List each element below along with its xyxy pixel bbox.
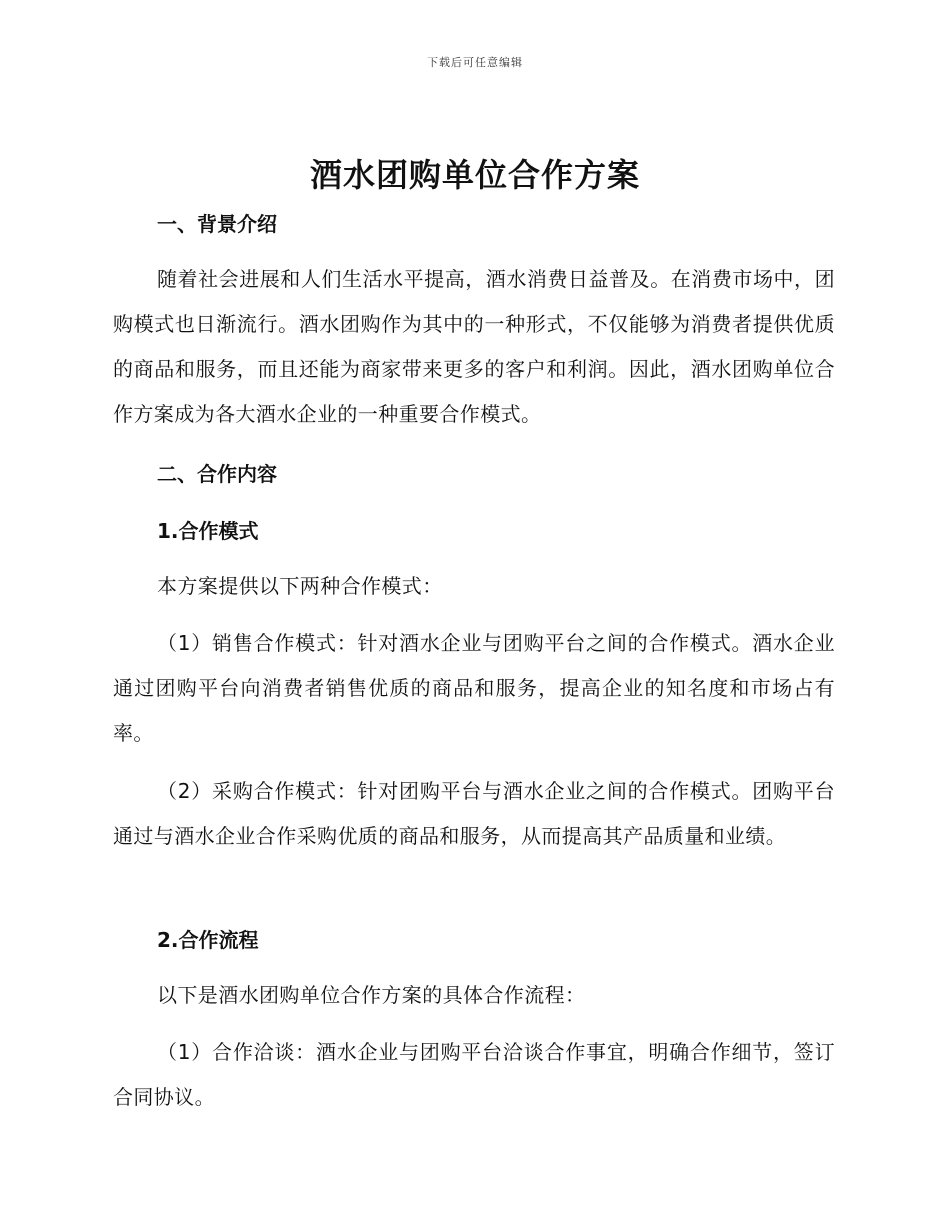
paragraph-background: 随着社会进展和人们生活水平提高，酒水消费日益普及。在消费市场中，团购模式也日渐流行。酒水团购作为其中的一种形式，不仅能够为消费者提供优质的商品和服务，而且还能为商家带来更多的客户和利润。因此，酒水团购单位合作方案成为各大酒水企业的一种重要合作模式。: [113, 267, 835, 426]
paragraph-mode-sales: （1）销售合作模式：针对酒水企业与团购平台之间的合作模式。酒水企业通过团购平台向消费者销售优质的商品和服务，提高企业的知名度和市场占有率。: [113, 631, 835, 745]
paragraph-process-negotiation: （1）合作洽谈：酒水企业与团购平台洽谈合作事宜，明确合作细节，签订合同协议。: [113, 1040, 835, 1109]
header-note: 下载后可任意编辑: [427, 56, 523, 69]
subheading-cooperation-process: 2.合作流程: [157, 928, 259, 952]
document-title: 酒水团购单位合作方案: [309, 156, 640, 194]
section-heading-background: 一、背景介绍: [157, 212, 277, 236]
paragraph-mode-intro: 本方案提供以下两种合作模式：: [157, 574, 443, 598]
paragraph-mode-purchase: （2）采购合作模式：针对团购平台与酒水企业之间的合作模式。团购平台通过与酒水企业合作采购优质的商品和服务，从而提高其产品质量和业绩。: [113, 779, 835, 848]
subheading-cooperation-mode: 1.合作模式: [157, 519, 259, 543]
paragraph-process-intro: 以下是酒水团购单位合作方案的具体合作流程：: [157, 983, 586, 1007]
section-heading-content: 二、合作内容: [157, 462, 277, 486]
